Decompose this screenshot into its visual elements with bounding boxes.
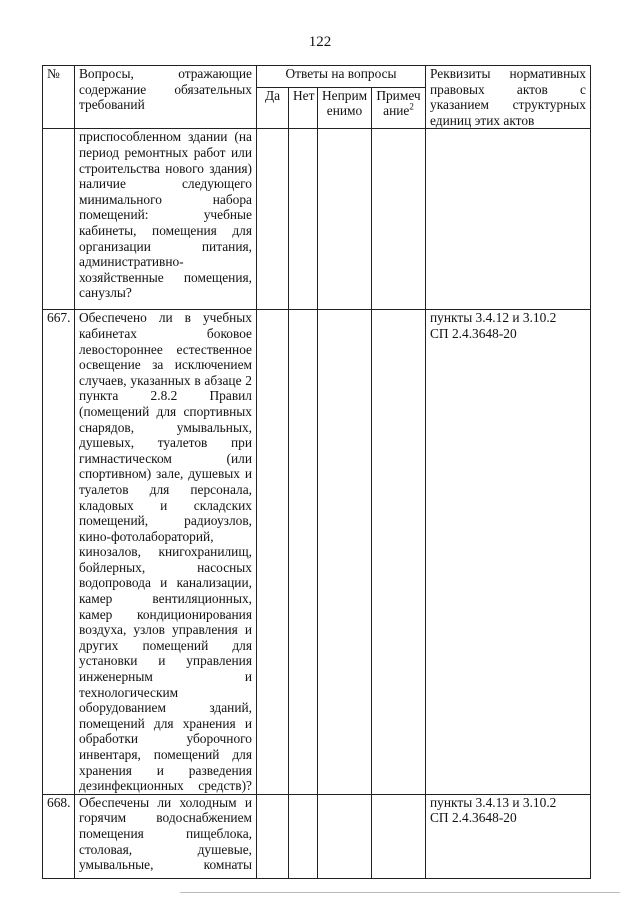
requisites-cell — [426, 310, 591, 794]
header-note-label: Примеч ание — [376, 87, 421, 119]
page-number: 122 — [308, 34, 332, 50]
requisites-cell — [426, 129, 591, 310]
requisites-line: СП 2.4.3648-20 — [430, 325, 517, 341]
answer-no-cell[interactable] — [289, 794, 318, 878]
requirements-table — [42, 65, 591, 879]
scan-edge-line — [180, 892, 620, 893]
footnote-mark: 2 — [409, 101, 414, 112]
header-note — [372, 87, 426, 129]
requisites-line: СП 2.4.3648-20 — [430, 810, 517, 826]
answer-note-cell[interactable] — [372, 794, 426, 878]
answer-note-cell[interactable] — [372, 310, 426, 794]
header-requisites: Реквизиты нормативных правовых актов с указанием структурных единиц этих актов — [426, 66, 591, 129]
answer-note-cell[interactable] — [372, 129, 426, 310]
requisites-line: пункты 3.4.13 и 3.10.2 — [430, 794, 557, 810]
row-number — [43, 129, 75, 310]
header-questions: Вопросы, отражающие содержание обязательных требований — [75, 66, 257, 129]
header-answers: Ответы на вопросы — [257, 66, 426, 88]
answer-yes-cell[interactable] — [257, 129, 289, 310]
answer-na-cell[interactable] — [318, 310, 372, 794]
answer-no-cell[interactable] — [289, 129, 318, 310]
table-row — [43, 794, 591, 878]
header-number: № — [43, 66, 75, 129]
row-number: 668. — [43, 794, 75, 878]
header-yes: Да — [257, 87, 289, 129]
header-no: Нет — [289, 87, 318, 129]
requisites-line: пункты 3.4.12 и 3.10.2 — [430, 310, 557, 326]
requisites-cell — [426, 794, 591, 878]
question-text: приспособленном здании (на период ремонтных работ или строительства нового здания) наличие следующего минимального набора помещений: учебные кабинеты, помещения для организации питания, административно-хозяйственные помещения, санузлы? — [75, 129, 257, 310]
table-row — [43, 129, 591, 310]
header-row — [43, 66, 591, 88]
header-not-applicable: Неприм енимо — [318, 87, 372, 129]
answer-yes-cell[interactable] — [257, 310, 289, 794]
answer-no-cell[interactable] — [289, 310, 318, 794]
answer-yes-cell[interactable] — [257, 794, 289, 878]
row-number: 667. — [43, 310, 75, 794]
question-text: Обеспечено ли в учебных кабинетах боковое левостороннее естественное освещение за исключением случаев, указанных в абзаце 2 пункта 2.8.2 Правил (помещений для спортивных снарядов, умывальных, душевых, туалетов при гимнастическом (или спортивном) зале, душевых и туалетов для персонала, кладовых и складских помещений, радиоузлов, кино-фотолабораторий, кинозалов, книгохранилищ, бойлерных, насосных водопровода и канализации, камер вентиляционных, камер кондиционирования воздуха, узлов управления и других помещений для установки и управления инженерным и технологическим оборудованием зданий, помещений для хранения и обработки уборочного инвентаря, помещений для хранения и разведения дезинфекционных средств)? — [75, 310, 257, 794]
question-text: Обеспечены ли холодным и горячим водоснабжением помещения пищеблока, столовая, душевые, умывальные, комнаты — [75, 794, 257, 878]
table-row — [43, 310, 591, 794]
answer-na-cell[interactable] — [318, 129, 372, 310]
answer-na-cell[interactable] — [318, 794, 372, 878]
